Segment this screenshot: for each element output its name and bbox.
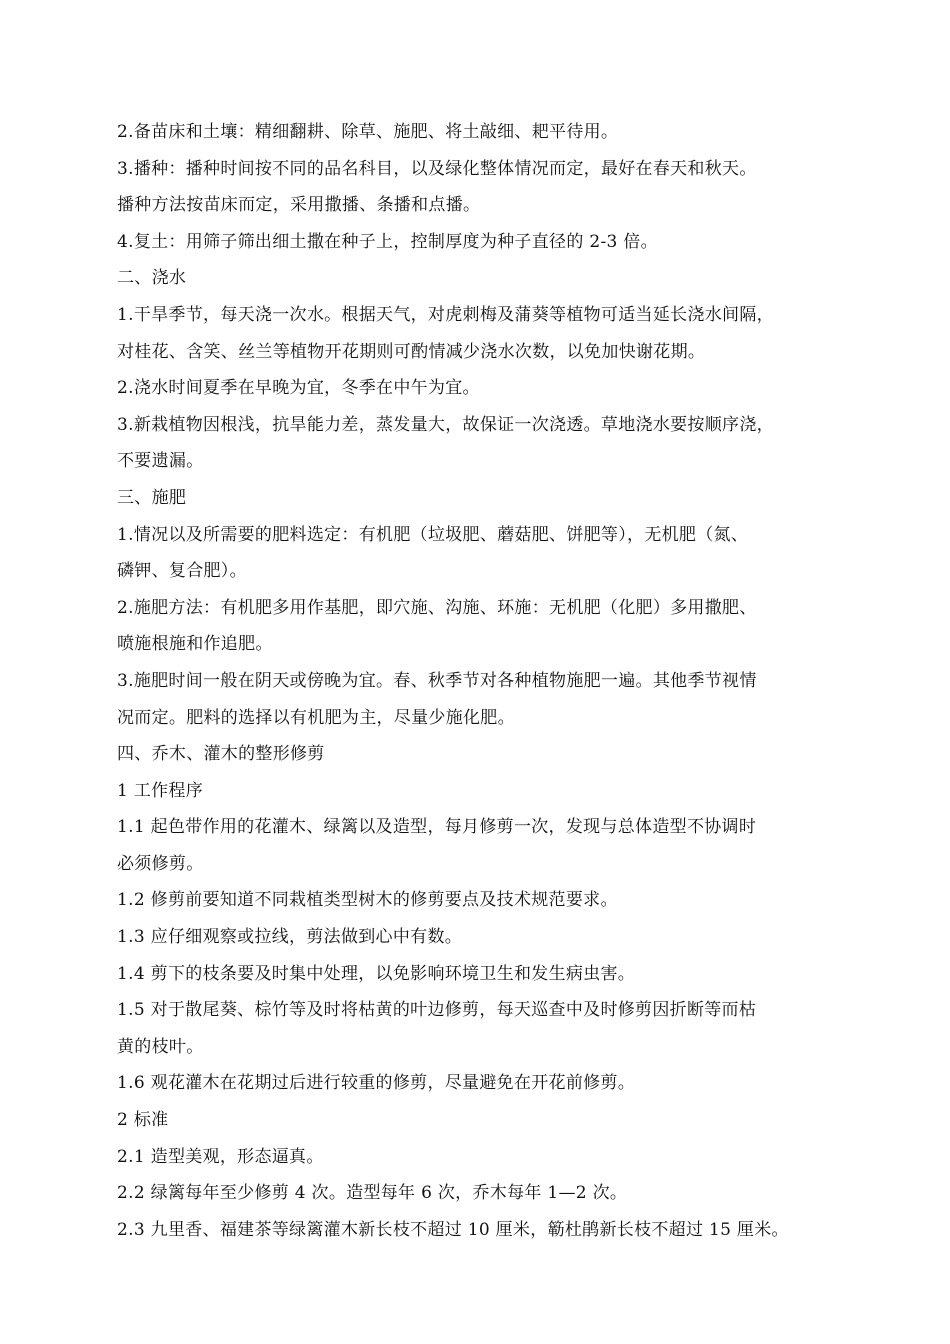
text-line-2: 播种方法按苗床而定，采用撒播、条播和点播。	[117, 195, 481, 216]
section-heading-watering: 二、浇水	[117, 268, 187, 289]
text-line-0: 2.备苗床和土壤：精细翻耕、除草、施肥、将土敲细、耙平待用。	[117, 122, 619, 142]
text-line-19: 1.1 起色带作用的花灌木、绿篱以及造型，每月修剪一次，发现与总体造型不协调时	[117, 817, 757, 838]
text-line-1: 3.播种：播种时间按不同的品名科目，以及绿化整体情况而定，最好在春天和秋天。	[117, 158, 757, 179]
text-line-22: 1.3 应仔细观察或拉线，剪法做到心中有数。	[117, 927, 463, 948]
text-line-26: 1.6 观花灌木在花期过后进行较重的修剪，尽量避免在开花前修剪。	[117, 1073, 636, 1094]
section-heading-fertilizing: 三、施肥	[117, 487, 187, 508]
text-line-8: 3.新栽植物因根浅，抗旱能力差，蒸发量大，故保证一次浇透。草地浇水要按顺序浇，	[117, 414, 774, 435]
text-line-24: 1.5 对于散尾葵、棕竹等及时将枯黄的叶边修剪，每天巡查中及时修剪因折断等而枯	[117, 1000, 757, 1021]
document-body	[117, 114, 837, 1248]
text-line-28: 2.1 造型美观，形态逼真。	[117, 1146, 324, 1167]
subsection-heading-procedure: 1 工作程序	[117, 780, 204, 801]
text-line-15: 3.施肥时间一般在阴天或傍晚为宜。春、秋季节对各种植物施肥一遍。其他季节视情	[117, 670, 757, 691]
text-line-12: 磷钾、复合肥）。	[117, 561, 247, 582]
text-line-6: 对桂花、含笑、丝兰等植物开花期则可酌情减少浇水次数，以免加快谢花期。	[117, 341, 706, 362]
text-line-5: 1.干旱季节，每天浇一次水。根据天气，对虎刺梅及蒲葵等植物可适当延长浇水间隔，	[117, 304, 774, 325]
text-line-3: 4.复土：用筛子筛出细土撒在种子上，控制厚度为种子直径的 2-3 倍。	[117, 231, 658, 252]
text-line-30: 2.3 九里香、福建茶等绿篱灌木新长枝不超过 10 厘米，簕杜鹃新长枝不超过 15 厘米。	[117, 1219, 789, 1240]
text-line-13: 2.施肥方法：有机肥多用作基肥，即穴施、沟施、环施：无机肥（化肥）多用撒肥、	[117, 597, 757, 618]
text-line-20: 必须修剪。	[117, 853, 204, 874]
text-line-9: 不要遗漏。	[117, 451, 204, 472]
text-line-21: 1.2 修剪前要知道不同栽植类型树木的修剪要点及技术规范要求。	[117, 890, 618, 911]
text-line-16: 况而定。肥料的选择以有机肥为主，尽量少施化肥。	[117, 707, 515, 728]
text-line-23: 1.4 剪下的枝条要及时集中处理，以免影响环境卫生和发生病虫害。	[117, 963, 636, 984]
section-heading-pruning: 四、乔木、灌木的整形修剪	[117, 744, 325, 765]
text-line-7: 2.浇水时间夏季在早晚为宜，冬季在中午为宜。	[117, 378, 480, 399]
text-line-25: 黄的枝叶。	[117, 1036, 204, 1057]
text-line-29: 2.2 绿篱每年至少修剪 4 次。造型每年 6 次，乔木每年 1—2 次。	[117, 1183, 628, 1204]
text-line-11: 1.情况以及所需要的肥料选定：有机肥（垃圾肥、蘑菇肥、饼肥等），无机肥（氮、	[117, 524, 749, 545]
subsection-heading-standard: 2 标准	[117, 1110, 169, 1131]
text-line-14: 喷施根施和作追肥。	[117, 634, 273, 655]
